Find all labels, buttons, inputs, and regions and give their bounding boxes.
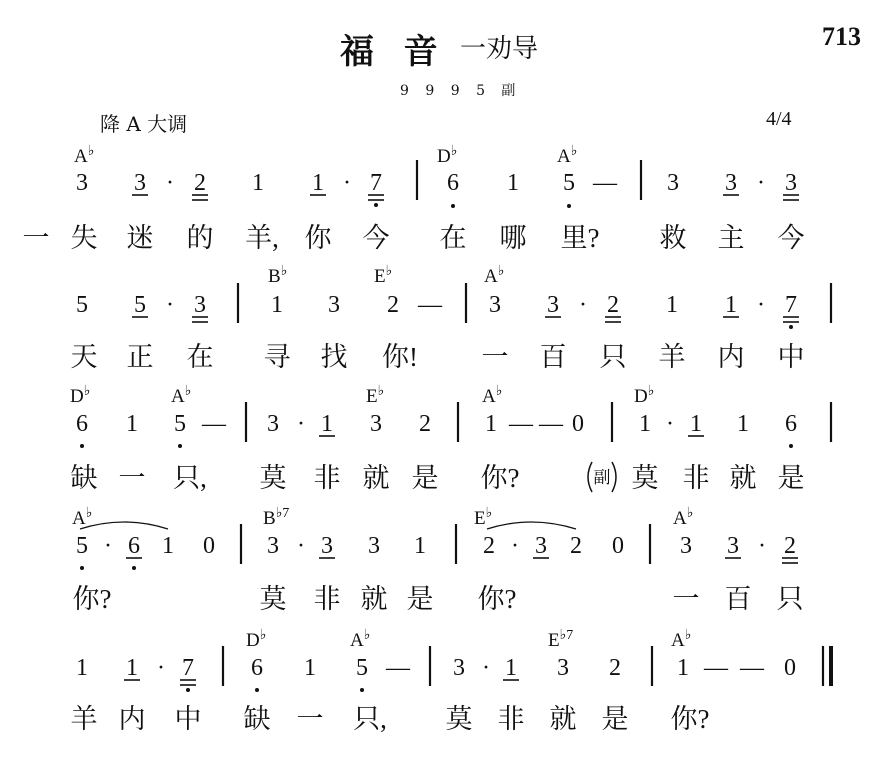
note: 5 xyxy=(134,292,146,318)
chord xyxy=(634,384,654,407)
note: 1 xyxy=(76,655,88,681)
note: 0 xyxy=(203,533,215,559)
chord-accidental: ♭ xyxy=(450,144,458,159)
note: 3 xyxy=(328,292,340,318)
note-dot: · xyxy=(104,533,112,559)
hymn-title-text: 福 音 xyxy=(340,32,440,72)
chord xyxy=(74,144,94,167)
lyric: 一 xyxy=(22,223,50,253)
note: 1 xyxy=(690,411,702,437)
lyric: 只 xyxy=(776,584,804,614)
note: 1 xyxy=(505,655,517,681)
chord-accidental: ♭ xyxy=(83,384,91,399)
lyric: 一 xyxy=(672,584,700,614)
note-dash: — xyxy=(740,655,764,681)
note-dash: — xyxy=(386,655,410,681)
note: 3 xyxy=(727,533,739,559)
note: 1 xyxy=(312,170,324,196)
lyric: 你? xyxy=(477,584,517,614)
lyric: 是 xyxy=(601,704,629,734)
chord-accidental: ♭ xyxy=(647,384,655,399)
lyrics-line-1 xyxy=(23,223,805,253)
chord-accidental: ♭ xyxy=(87,144,95,159)
note-dot: · xyxy=(343,170,351,196)
note: 1 xyxy=(321,411,333,437)
note-dot: · xyxy=(666,411,674,437)
note-dot: · xyxy=(297,533,305,559)
chord-accidental: ♭ xyxy=(570,144,578,159)
note: 1 xyxy=(271,292,283,318)
chord xyxy=(366,384,384,407)
subtitle-text: 劝导 xyxy=(486,34,539,64)
chord-accidental: ♭ xyxy=(495,384,503,399)
chord-root: A xyxy=(74,146,88,167)
lyric: 只 xyxy=(599,342,627,372)
note: 7 xyxy=(182,655,194,681)
note-dot: · xyxy=(511,533,519,559)
chord xyxy=(437,144,457,167)
note-dot: · xyxy=(757,170,765,196)
lyric: 非 xyxy=(313,463,341,493)
note: 2 xyxy=(387,292,399,318)
chord-root: A xyxy=(350,630,364,651)
note: 3 xyxy=(547,292,559,318)
lyric: 就 xyxy=(549,704,577,734)
chord-accidental: ♭ xyxy=(280,264,288,279)
chord-root: D xyxy=(246,630,260,651)
note: 0 xyxy=(612,533,624,559)
lyrics-line-2 xyxy=(71,342,805,372)
note: 1 xyxy=(414,533,426,559)
chord-root: A xyxy=(557,146,571,167)
chord-accidental: ♭ xyxy=(85,506,93,521)
note: 3 xyxy=(370,411,382,437)
lyric: 在 xyxy=(186,342,214,372)
note: 6 xyxy=(128,533,140,559)
note: 3 xyxy=(557,655,569,681)
note: 3 xyxy=(535,533,547,559)
lyric: 羊 xyxy=(658,342,686,372)
lyric: 非 xyxy=(497,704,525,734)
lyric: 今 xyxy=(362,223,390,253)
lyric: 你? xyxy=(72,584,112,614)
time-signature: 4/4 xyxy=(766,108,792,130)
chord-accidental: ♭ xyxy=(497,264,505,279)
lyrics-line-3 xyxy=(71,463,805,493)
underlines-line-1 xyxy=(132,195,799,200)
note: 2 xyxy=(607,292,619,318)
meter-line: 9 9 9 5 副 xyxy=(400,83,522,99)
chord-root: A xyxy=(171,386,185,407)
note-dot: · xyxy=(482,655,490,681)
lyric: 就 xyxy=(729,463,757,493)
lyric: 一 xyxy=(118,463,146,493)
note-dot: · xyxy=(157,655,165,681)
chord-root: A xyxy=(72,508,86,529)
lyric: 是 xyxy=(406,584,434,614)
note: 2 xyxy=(483,533,495,559)
title-dash: 一 xyxy=(460,34,487,64)
refrain-label: 副 xyxy=(593,468,611,488)
chord-accidental: ♭ xyxy=(259,628,267,643)
chord xyxy=(374,264,392,287)
lyric: 羊 xyxy=(70,704,98,734)
lyric: 失 xyxy=(70,223,98,253)
chord-accidental: ♭7 xyxy=(275,506,290,521)
note: 1 xyxy=(252,170,264,196)
lyric: 内 xyxy=(717,342,745,372)
lyric: 缺 xyxy=(70,463,98,493)
lyrics-line-5 xyxy=(71,704,710,734)
notes-line-4 xyxy=(76,533,796,559)
octave-dots-line-5 xyxy=(186,688,364,692)
lyric: 今 xyxy=(777,223,805,253)
chord-accidental: ♭ xyxy=(684,628,692,643)
note: 2 xyxy=(419,411,431,437)
chord-root: E xyxy=(474,508,486,529)
chord-accidental: ♭ xyxy=(485,506,493,521)
chord xyxy=(171,384,191,407)
chord xyxy=(474,506,492,529)
chord xyxy=(263,506,289,529)
lyric: 你? xyxy=(670,704,710,734)
octave-dots-line-2 xyxy=(789,325,793,329)
note: 3 xyxy=(76,170,88,196)
lyric: 一 xyxy=(481,342,509,372)
octave-dots-line-3 xyxy=(80,444,793,448)
note-dash: — xyxy=(704,655,728,681)
note: 1 xyxy=(677,655,689,681)
lyric: 中 xyxy=(777,342,805,372)
note: 3 xyxy=(785,170,797,196)
lyric: 非 xyxy=(313,584,341,614)
chord-root: B xyxy=(263,508,276,529)
note: 3 xyxy=(267,533,279,559)
note: 5 xyxy=(76,292,88,318)
lyric: 内 xyxy=(118,704,146,734)
octave-dots-line-1 xyxy=(374,203,571,208)
chord xyxy=(268,264,287,287)
chord-accidental: ♭ xyxy=(385,264,393,279)
note-dot: · xyxy=(579,292,587,318)
chord-root: E xyxy=(366,386,378,407)
note: 1 xyxy=(507,170,519,196)
chord-root: E xyxy=(548,630,560,651)
note: 1 xyxy=(162,533,174,559)
chord xyxy=(557,144,577,167)
note: 5 xyxy=(563,170,575,196)
notes-line-1 xyxy=(76,170,797,196)
lyric: 中 xyxy=(174,704,202,734)
note: 1 xyxy=(126,411,138,437)
chord-symbols xyxy=(70,144,693,651)
note: 1 xyxy=(485,411,497,437)
chord xyxy=(70,384,90,407)
note-dot: · xyxy=(166,170,174,196)
note: 6 xyxy=(251,655,263,681)
note: 3 xyxy=(667,170,679,196)
note: 1 xyxy=(126,655,138,681)
note: 3 xyxy=(134,170,146,196)
note-dash: — xyxy=(418,292,442,318)
chord-root: D xyxy=(70,386,84,407)
notes-line-5 xyxy=(76,655,796,681)
chord xyxy=(484,264,504,287)
hymn-number: 713 xyxy=(822,22,861,51)
lyric: 只, xyxy=(173,463,207,493)
lyric: 就 xyxy=(360,584,388,614)
lyric: 正 xyxy=(126,342,154,372)
note-dot: · xyxy=(757,292,765,318)
lyric: 哪 xyxy=(499,223,527,253)
key-signature: 降 A 大调 xyxy=(100,112,188,136)
lyric: 寻 xyxy=(263,342,291,372)
note: 5 xyxy=(76,533,88,559)
note: 2 xyxy=(784,533,796,559)
note: 3 xyxy=(267,411,279,437)
lyric: 在 xyxy=(439,223,467,253)
note: 7 xyxy=(370,170,382,196)
lyric: 百 xyxy=(724,584,752,614)
chord xyxy=(673,506,693,529)
chord xyxy=(246,628,266,651)
lyric: 天 xyxy=(70,342,98,372)
chord xyxy=(482,384,502,407)
note-dot: · xyxy=(758,533,766,559)
note: 1 xyxy=(304,655,316,681)
lyric: 非 xyxy=(682,463,710,493)
note: 3 xyxy=(680,533,692,559)
note: 0 xyxy=(572,411,584,437)
chord-root: A xyxy=(482,386,496,407)
lyric: 百 xyxy=(539,342,567,372)
lyric: 就 xyxy=(362,463,390,493)
note: 7 xyxy=(785,292,797,318)
note: 1 xyxy=(737,411,749,437)
lyric: 一 xyxy=(296,704,324,734)
lyric: 只, xyxy=(353,704,387,734)
chord xyxy=(72,506,92,529)
note: 3 xyxy=(453,655,465,681)
chord-accidental: ♭ xyxy=(377,384,385,399)
note: 5 xyxy=(174,411,186,437)
chord xyxy=(548,628,573,651)
note-dot: · xyxy=(166,292,174,318)
lyric: 羊, xyxy=(245,223,279,253)
note: 6 xyxy=(447,170,459,196)
chord-accidental: ♭7 xyxy=(559,628,574,643)
lyric: 主 xyxy=(717,223,745,253)
lyric: 莫 xyxy=(259,584,287,614)
note: 3 xyxy=(321,533,333,559)
chord-root: A xyxy=(673,508,687,529)
lyric: 你? xyxy=(480,463,520,493)
note: 0 xyxy=(784,655,796,681)
note: 1 xyxy=(666,292,678,318)
octave-dots-line-4 xyxy=(80,566,136,570)
chord-root: D xyxy=(437,146,451,167)
notes-line-3 xyxy=(76,411,797,437)
chord-root: E xyxy=(374,266,386,287)
note-dash: — xyxy=(509,411,533,437)
note-dot: · xyxy=(297,411,305,437)
note: 1 xyxy=(725,292,737,318)
lyrics-line-4 xyxy=(73,584,804,614)
note: 2 xyxy=(609,655,621,681)
note-dash: — xyxy=(539,411,563,437)
lyric: 迷 xyxy=(126,223,154,253)
note: 6 xyxy=(785,411,797,437)
note: 1 xyxy=(639,411,651,437)
lyric: 是 xyxy=(411,463,439,493)
lyric: 缺 xyxy=(243,704,271,734)
lyric: 的 xyxy=(186,223,214,253)
note: 3 xyxy=(194,292,206,318)
lyric: 里? xyxy=(560,223,600,253)
lyric: 莫 xyxy=(445,704,473,734)
chord-accidental: ♭ xyxy=(363,628,371,643)
lyric: 莫 xyxy=(631,463,659,493)
chord-root: B xyxy=(268,266,281,287)
refrain-marker xyxy=(588,462,616,492)
note: 3 xyxy=(368,533,380,559)
note: 5 xyxy=(356,655,368,681)
chord xyxy=(350,628,370,651)
lyric: 莫 xyxy=(259,463,287,493)
lyric: 找 xyxy=(320,342,348,372)
note: 2 xyxy=(194,170,206,196)
note: 3 xyxy=(725,170,737,196)
lyric: 你 xyxy=(304,223,332,253)
note-dash: — xyxy=(593,170,617,196)
note: 6 xyxy=(76,411,88,437)
note-dash: — xyxy=(202,411,226,437)
lyric: 是 xyxy=(777,463,805,493)
chord-root: A xyxy=(484,266,498,287)
chord xyxy=(671,628,691,651)
lyric: 救 xyxy=(659,223,687,253)
lyric: 你! xyxy=(382,342,418,372)
notes-line-2 xyxy=(76,292,797,318)
chord-root: D xyxy=(634,386,648,407)
chord-root: A xyxy=(671,630,685,651)
note: 3 xyxy=(489,292,501,318)
note: 2 xyxy=(570,533,582,559)
chord-accidental: ♭ xyxy=(184,384,192,399)
chord-accidental: ♭ xyxy=(686,506,694,521)
